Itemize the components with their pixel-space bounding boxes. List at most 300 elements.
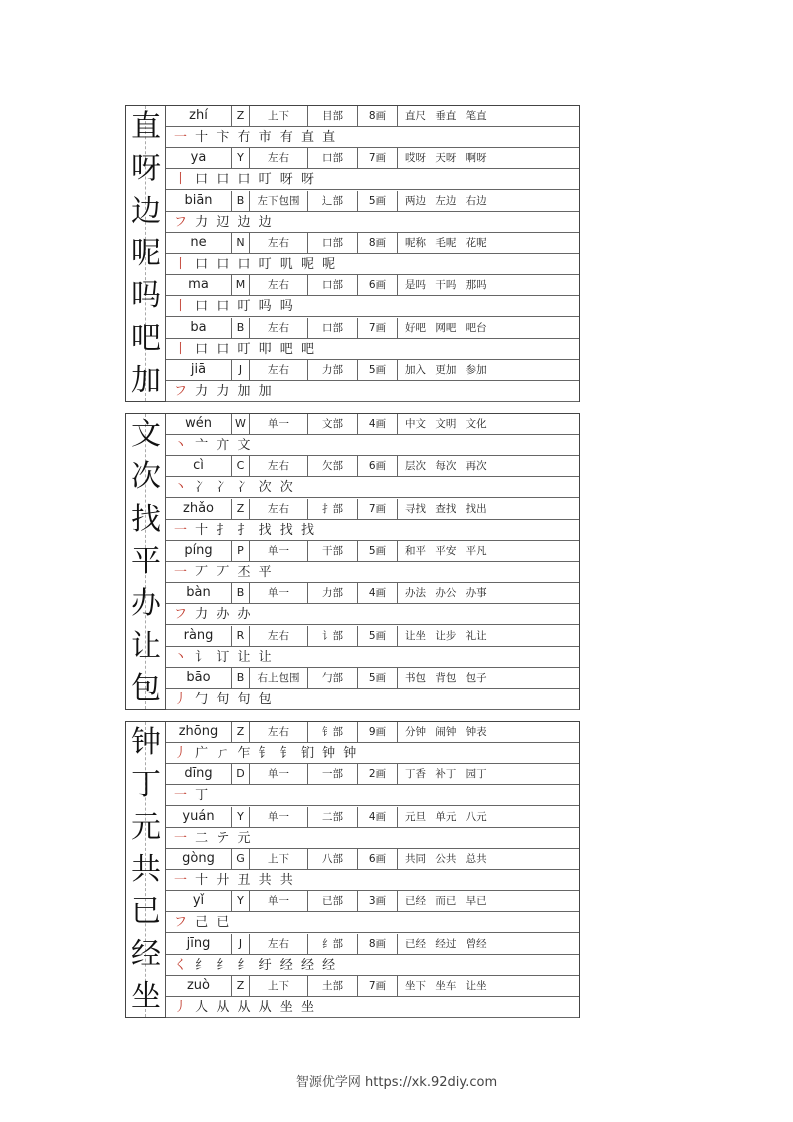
structure: 左右 [250, 360, 308, 380]
character-entry [126, 414, 579, 456]
stroke-count: 7画 [358, 148, 398, 168]
stroke-step: 吗 [279, 299, 295, 315]
stroke-step: 吧 [300, 341, 316, 357]
big-character: 元 [131, 809, 161, 845]
radical: 一部 [308, 764, 358, 784]
stroke-count: 6画 [358, 849, 398, 869]
stroke-step: 直 [322, 130, 338, 145]
stroke-order [166, 212, 579, 233]
info-row [166, 318, 579, 339]
stroke-count: 8画 [358, 233, 398, 253]
big-character: 钟 [131, 725, 161, 760]
stroke-step: 经 [300, 957, 316, 973]
initial-letter: J [231, 360, 250, 380]
stroke-order [166, 828, 579, 849]
stroke-step: 纡 [258, 957, 274, 973]
radical: 口部 [308, 318, 358, 338]
stroke-step: 广 [195, 746, 211, 761]
stroke-step: 冇 [237, 130, 253, 145]
example-words: 中文 文明 文化 [405, 418, 487, 430]
big-character: 找 [131, 501, 161, 537]
stroke-step: 边 [258, 214, 274, 230]
pinyin: zhǎo [183, 500, 214, 516]
big-character: 丁 [131, 767, 161, 803]
stroke-count: 6画 [358, 275, 398, 295]
radical: 力部 [308, 360, 358, 380]
info-row [166, 626, 579, 647]
stroke-count: 4画 [358, 807, 398, 827]
stroke-step: 叮 [258, 172, 274, 188]
stroke-step: 办 [237, 607, 253, 623]
character-entry [126, 191, 579, 233]
stroke-step: 丕 [237, 564, 253, 580]
stroke-count: 5画 [358, 360, 398, 380]
stroke-step: 呢 [322, 256, 338, 272]
structure: 右上包围 [250, 668, 308, 688]
stroke-step: 平 [258, 564, 274, 580]
big-character: 直 [131, 109, 161, 144]
character-entry [126, 849, 579, 891]
info-row [166, 668, 579, 689]
example-words: 两边 左边 右边 [405, 194, 487, 207]
structure: 上下 [250, 106, 308, 126]
character-entry [126, 275, 579, 317]
initial-letter: Z [231, 499, 250, 519]
stroke-step: 呢 [300, 256, 316, 272]
character-entry [126, 583, 579, 625]
stroke-order [166, 169, 579, 190]
pinyin: wén [185, 416, 212, 431]
stroke-step: 一 [174, 564, 190, 580]
stroke-order [166, 912, 579, 933]
stroke-step: 从 [237, 999, 253, 1015]
stroke-step: 乍 [237, 746, 253, 761]
radical: 欠部 [308, 456, 358, 476]
stroke-order [166, 785, 579, 806]
initial-letter: P [231, 541, 250, 561]
stroke-step: 口 [216, 299, 232, 315]
big-character: 加 [131, 362, 161, 398]
pinyin: dīng [184, 766, 213, 782]
stroke-count: 5画 [358, 541, 398, 561]
stroke-step: フ [174, 607, 190, 623]
character-entry [126, 807, 579, 849]
stroke-step: 扌 [237, 522, 253, 538]
pinyin: cì [193, 458, 204, 474]
stroke-order [166, 254, 579, 275]
stroke-order [166, 435, 579, 456]
stroke-step: 钅 [258, 746, 274, 761]
initial-letter: M [231, 275, 250, 295]
stroke-step: 钟 [343, 746, 359, 761]
stroke-step: 直 [300, 130, 316, 145]
initial-letter: W [231, 414, 250, 434]
example-words: 直尺 垂直 笔直 [405, 110, 487, 122]
pinyin: jīng [186, 935, 211, 951]
stroke-step: 找 [258, 522, 274, 538]
stroke-step: フ [174, 214, 190, 230]
big-character: 次 [131, 459, 161, 495]
stroke-step: 丿 [174, 691, 190, 707]
stroke-count: 7画 [358, 318, 398, 338]
pinyin: biān [184, 192, 213, 208]
stroke-order [166, 339, 579, 360]
stroke-step: 叩 [258, 341, 274, 357]
stroke-step: 订 [216, 649, 232, 665]
example-words: 呢称 毛呢 花呢 [405, 236, 487, 249]
info-row [166, 233, 579, 254]
big-character: 边 [131, 193, 161, 229]
stroke-step: 有 [279, 130, 295, 145]
info-row [166, 891, 579, 912]
pinyin: zhōng [178, 724, 219, 739]
info-row [166, 764, 579, 785]
structure: 左右 [250, 233, 308, 253]
example-words: 好吧 网吧 吧台 [405, 321, 487, 334]
info-row [166, 360, 579, 381]
stroke-order [166, 296, 579, 317]
stroke-count: 6画 [358, 456, 398, 476]
stroke-order [166, 604, 579, 625]
big-character: 呢 [131, 235, 161, 271]
radical: 文部 [308, 414, 358, 434]
stroke-count: 5画 [358, 668, 398, 688]
stroke-step: 加 [237, 383, 253, 399]
stroke-step: 呀 [279, 172, 295, 188]
stroke-count: 4画 [358, 583, 398, 603]
stroke-step: 让 [258, 649, 274, 665]
info-row [166, 541, 579, 562]
info-row [166, 456, 579, 477]
stroke-step: 次 [279, 480, 295, 496]
stroke-step: 丶 [174, 438, 190, 453]
stroke-step: 丿 [174, 746, 190, 761]
info-row [166, 148, 579, 169]
stroke-count: 8画 [358, 106, 398, 126]
example-words: 加入 更加 参加 [405, 363, 487, 376]
big-character: 呀 [131, 151, 161, 187]
stroke-step: フ [174, 383, 190, 399]
pinyin: yuán [182, 808, 215, 824]
stroke-step: 卞 [216, 130, 232, 145]
radical: 口部 [308, 233, 358, 253]
initial-letter: C [231, 456, 250, 476]
example-words: 元旦 单元 八元 [405, 810, 487, 823]
initial-letter: R [231, 626, 250, 646]
info-row [166, 722, 579, 743]
pinyin: ya [190, 150, 207, 166]
stroke-step: 句 [237, 691, 253, 707]
structure: 单一 [250, 764, 308, 784]
structure: 单一 [250, 414, 308, 434]
stroke-step: 丨 [174, 341, 190, 357]
initial-letter: Y [231, 807, 250, 827]
radical: 勹部 [308, 668, 358, 688]
initial-letter: B [231, 191, 250, 211]
stroke-count: 2画 [358, 764, 398, 784]
big-character: 吗 [131, 278, 161, 314]
pinyin: bàn [186, 585, 211, 601]
stroke-step: 坐 [300, 999, 316, 1015]
structure: 上下 [250, 849, 308, 869]
stroke-step: 冫 [237, 480, 253, 496]
radical: 辶部 [308, 191, 358, 211]
structure: 左右 [250, 148, 308, 168]
big-character: 平 [131, 543, 161, 579]
initial-letter: Z [231, 976, 250, 996]
stroke-step: 共 [258, 872, 274, 888]
character-entry [126, 891, 579, 933]
initial-letter: D [231, 764, 250, 784]
stroke-step: 力 [195, 383, 211, 399]
character-entry [126, 360, 579, 402]
stroke-step: 共 [279, 872, 295, 888]
stroke-step: 办 [216, 607, 232, 623]
character-block [125, 105, 580, 402]
stroke-step: 二 [195, 830, 211, 846]
example-words: 寻找 查找 找出 [405, 502, 487, 515]
example-words: 层次 每次 再次 [405, 460, 487, 473]
initial-letter: Z [231, 722, 250, 742]
initial-letter: Y [231, 148, 250, 168]
stroke-step: 人 [195, 999, 211, 1015]
stroke-step: 辺 [216, 214, 232, 230]
stroke-step: 钅 [279, 746, 295, 761]
initial-letter: G [231, 849, 250, 869]
initial-letter: N [231, 233, 250, 253]
pinyin: ba [190, 319, 207, 335]
stroke-step: 叮 [237, 299, 253, 315]
stroke-step: 勹 [195, 691, 211, 707]
stroke-order [166, 870, 579, 891]
character-block [125, 721, 580, 1018]
stroke-step: 从 [258, 999, 274, 1015]
pinyin: bāo [186, 669, 211, 685]
structure: 左右 [250, 722, 308, 742]
stroke-step: 叮 [237, 341, 253, 357]
stroke-step: 次 [258, 480, 274, 496]
pinyin: píng [184, 542, 213, 558]
stroke-step: 呀 [300, 172, 316, 188]
radical: 力部 [308, 583, 358, 603]
stroke-step: 纟 [216, 957, 232, 973]
stroke-step: 一 [174, 130, 190, 145]
info-row [166, 583, 579, 604]
info-row [166, 106, 579, 127]
stroke-step: 已 [216, 915, 232, 931]
pinyin: zuò [186, 977, 211, 993]
stroke-order [166, 520, 579, 541]
stroke-step: 冫 [195, 480, 211, 496]
stroke-count: 9画 [358, 722, 398, 742]
stroke-step: 找 [279, 522, 295, 538]
stroke-order [166, 562, 579, 583]
stroke-step: 冫 [216, 480, 232, 496]
stroke-step: 扌 [216, 522, 232, 538]
example-words: 是吗 干吗 那吗 [405, 279, 487, 292]
initial-letter: J [231, 934, 250, 954]
stroke-step: 丿 [174, 999, 190, 1015]
stroke-step: 口 [195, 299, 211, 315]
example-words: 哎呀 天呀 啊呀 [405, 152, 487, 165]
radical: 二部 [308, 807, 358, 827]
pinyin: jiā [190, 361, 207, 377]
stroke-step: 边 [237, 214, 253, 230]
pinyin: gòng [182, 850, 215, 866]
stroke-step: く [174, 957, 190, 973]
big-character: 吧 [131, 320, 161, 356]
example-words: 让坐 让步 礼让 [405, 629, 487, 642]
stroke-step: 十 [195, 130, 211, 145]
stroke-step: 口 [237, 256, 253, 272]
example-words: 坐下 坐车 让坐 [405, 979, 487, 992]
stroke-count: 3画 [358, 891, 398, 911]
stroke-step: 一 [174, 830, 190, 846]
character-entry [126, 722, 579, 764]
example-words: 已经 经过 曾经 [405, 937, 487, 950]
radical: 口部 [308, 275, 358, 295]
stroke-step: 吗 [258, 299, 274, 315]
stroke-step: 文 [237, 438, 253, 453]
stroke-step: 一 [174, 522, 190, 538]
stroke-step: 纟 [237, 957, 253, 973]
structure: 左右 [250, 318, 308, 338]
stroke-step: 丆 [216, 564, 232, 580]
character-entry [126, 541, 579, 583]
radical: 已部 [308, 891, 358, 911]
stroke-step: 力 [216, 383, 232, 399]
pinyin: ma [188, 277, 209, 293]
stroke-step: 经 [279, 957, 295, 973]
stroke-step: 丶 [174, 649, 190, 665]
radical: 八部 [308, 849, 358, 869]
character-entry [126, 233, 579, 275]
stroke-step: 口 [195, 256, 211, 272]
radical: 钅部 [308, 722, 358, 742]
stroke-count: 5画 [358, 191, 398, 211]
structure: 左右 [250, 626, 308, 646]
stroke-step: 叽 [279, 256, 295, 272]
info-row [166, 807, 579, 828]
stroke-order [166, 689, 579, 710]
stroke-step: 一 [174, 788, 190, 804]
example-words: 和平 平安 平凡 [405, 544, 487, 557]
structure: 左右 [250, 275, 308, 295]
stroke-step: 口 [195, 341, 211, 357]
stroke-step: 口 [237, 172, 253, 188]
stroke-order [166, 381, 579, 402]
stroke-step: 让 [237, 649, 253, 665]
radical: 土部 [308, 976, 358, 996]
big-character: 文 [131, 417, 161, 452]
character-entry [126, 626, 579, 668]
stroke-step: 廾 [216, 872, 232, 888]
big-character: 让 [131, 628, 161, 664]
radical: 口部 [308, 148, 358, 168]
character-entry [126, 499, 579, 541]
stroke-step: 亣 [216, 438, 232, 453]
structure: 单一 [250, 891, 308, 911]
initial-letter: B [231, 318, 250, 338]
big-character: 经 [131, 936, 161, 972]
character-block [125, 413, 580, 710]
stroke-step: 加 [258, 383, 274, 399]
stroke-step: 十 [195, 522, 211, 538]
stroke-step: 从 [216, 999, 232, 1015]
stroke-count: 7画 [358, 976, 398, 996]
pinyin: zhí [189, 108, 208, 123]
example-words: 共同 公共 总共 [405, 852, 487, 865]
stroke-count: 8画 [358, 934, 398, 954]
stroke-step: 口 [216, 341, 232, 357]
stroke-step: 吧 [279, 341, 295, 357]
big-character: 办 [131, 586, 161, 622]
pinyin: ne [190, 234, 207, 250]
stroke-count: 4画 [358, 414, 398, 434]
stroke-step: 句 [216, 691, 232, 707]
stroke-step: 坐 [279, 999, 295, 1015]
stroke-step: 市 [258, 130, 274, 145]
radical: 目部 [308, 106, 358, 126]
big-character: 共 [131, 851, 161, 887]
example-words: 丁香 补丁 园丁 [405, 768, 487, 781]
stroke-step: 丨 [174, 299, 190, 315]
character-entry [126, 764, 579, 806]
info-row [166, 499, 579, 520]
example-words: 已经 而已 早已 [405, 895, 487, 908]
structure: 上下 [250, 976, 308, 996]
stroke-order [166, 477, 579, 498]
stroke-step: 丑 [237, 872, 253, 888]
stroke-step: 钔 [300, 746, 316, 761]
stroke-order [166, 997, 579, 1018]
info-row [166, 934, 579, 955]
stroke-step: 口 [195, 172, 211, 188]
example-words: 分钟 闹钟 钟表 [405, 726, 487, 738]
stroke-step: ㄏ [216, 746, 232, 761]
structure: 左右 [250, 456, 308, 476]
stroke-step: 钟 [322, 746, 338, 761]
stroke-order [166, 955, 579, 976]
structure: 左右 [250, 934, 308, 954]
stroke-step: 元 [237, 830, 253, 846]
radical: 讠部 [308, 626, 358, 646]
stroke-step: 叮 [258, 256, 274, 272]
big-character: 包 [131, 670, 161, 706]
stroke-step: 亠 [195, 438, 211, 453]
stroke-order [166, 743, 579, 764]
stroke-step: 讠 [195, 649, 211, 665]
structure: 左右 [250, 499, 308, 519]
structure: 单一 [250, 541, 308, 561]
character-entry [126, 106, 579, 148]
stroke-step: 丨 [174, 172, 190, 188]
stroke-step: 己 [195, 915, 211, 931]
info-row [166, 275, 579, 296]
big-character: 已 [131, 894, 161, 930]
stroke-count: 5画 [358, 626, 398, 646]
stroke-step: 经 [322, 957, 338, 973]
structure: 左下包围 [250, 191, 308, 211]
pinyin: yǐ [192, 893, 205, 909]
character-entry [126, 456, 579, 498]
initial-letter: Y [231, 891, 250, 911]
character-entry [126, 318, 579, 360]
info-row [166, 849, 579, 870]
info-row [166, 414, 579, 435]
footer-watermark: 智源优学网 https://xk.92diy.com [295, 1075, 498, 1090]
character-entry [126, 148, 579, 190]
